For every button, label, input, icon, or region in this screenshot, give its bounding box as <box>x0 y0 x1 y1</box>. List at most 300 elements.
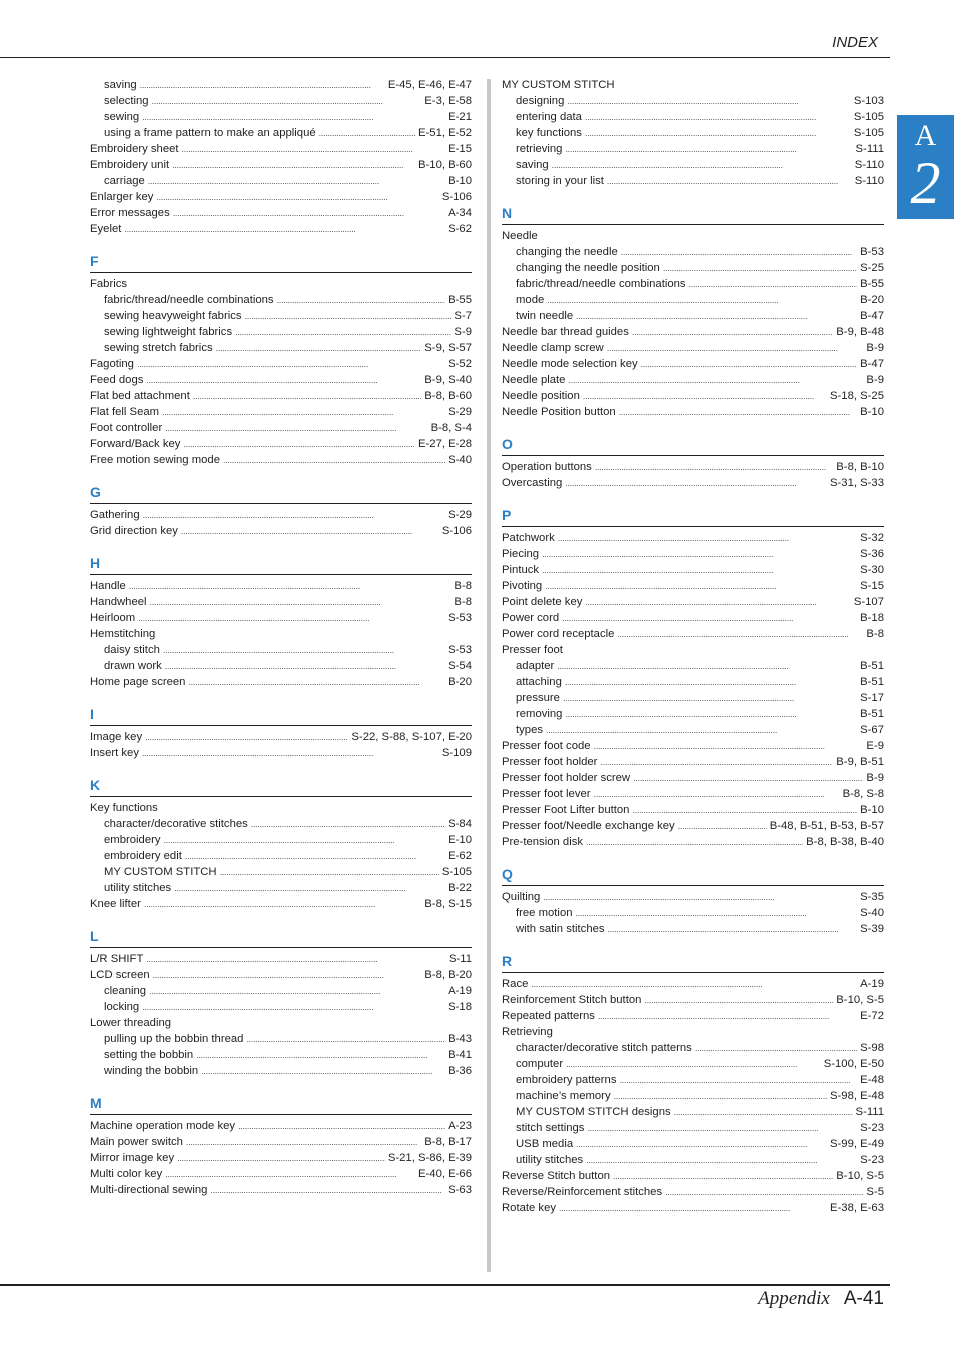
index-page-refs: B-10, S-5 <box>836 1170 884 1182</box>
index-page-refs: B-47 <box>860 358 884 370</box>
index-section-heading: O <box>502 434 884 456</box>
dot-leader <box>547 292 857 308</box>
index-page-refs: B-9 <box>866 342 884 354</box>
index-entry <box>90 507 472 523</box>
index-term: Needle bar thread guides <box>502 326 629 338</box>
index-subentry <box>90 93 472 109</box>
index-page-refs: E-72 <box>860 1010 884 1022</box>
index-term: embroidery <box>104 834 161 846</box>
dot-leader <box>152 93 422 109</box>
index-page-refs: S-109 <box>441 747 472 759</box>
index-page-refs: S-105 <box>853 127 884 139</box>
index-page-refs: B-9 <box>866 772 884 784</box>
dot-leader <box>562 610 857 626</box>
index-section-heading: Q <box>502 864 884 886</box>
index-term: adapter <box>516 660 555 672</box>
index-term: mode <box>516 294 545 306</box>
index-subentry <box>90 1031 472 1047</box>
index-entry <box>90 157 472 173</box>
index-page-refs: B-48, B-51, B-53, B-57 <box>769 820 884 832</box>
index-subentry <box>502 722 884 738</box>
index-entry <box>502 1200 884 1216</box>
index-subentry <box>502 1088 884 1104</box>
index-entry <box>502 594 884 610</box>
index-entry <box>90 388 472 404</box>
index-entry <box>502 562 884 578</box>
index-section-heading: R <box>502 951 884 973</box>
index-page-refs: S-23 <box>860 1122 884 1134</box>
dot-leader <box>586 834 803 850</box>
dot-leader <box>594 738 864 754</box>
index-term: with satin stitches <box>516 923 605 935</box>
dot-leader <box>621 244 857 260</box>
index-page-refs: A-19 <box>860 978 884 990</box>
dot-leader <box>545 578 857 594</box>
index-subentry <box>502 1120 884 1136</box>
index-page-refs: B-10, S-5 <box>836 994 884 1006</box>
index-page-refs: S-111 <box>855 143 884 155</box>
dot-leader <box>558 530 857 546</box>
index-term: fabric/thread/needle combinations <box>516 278 686 290</box>
dot-leader <box>546 722 857 738</box>
index-subentry <box>502 921 884 937</box>
index-subentry <box>502 292 884 308</box>
index-term: Hemstitching <box>90 628 156 640</box>
dot-leader <box>245 308 452 324</box>
dot-leader <box>143 507 446 523</box>
index-term: drawn work <box>104 660 162 672</box>
index-entry <box>90 1150 472 1166</box>
index-term: Image key <box>90 731 143 743</box>
index-term: Fabrics <box>90 278 128 290</box>
index-entry <box>90 1015 472 1031</box>
index-page-refs: S-84 <box>448 818 472 830</box>
index-term: Presser foot holder screw <box>502 772 631 784</box>
dot-leader <box>165 1166 415 1182</box>
index-term: Grid direction key <box>90 525 178 537</box>
index-page-refs: E-40, E-66 <box>417 1168 472 1180</box>
index-entry <box>90 276 472 292</box>
index-subentry <box>90 848 472 864</box>
dot-leader <box>138 610 445 626</box>
page-footer <box>758 1288 884 1310</box>
index-term: Presser foot/Needle exchange key <box>502 820 675 832</box>
dot-leader <box>210 1182 445 1198</box>
header-rule <box>0 57 890 58</box>
dot-leader <box>145 729 348 745</box>
index-term: Presser foot lever <box>502 788 591 800</box>
index-page-refs: S-32 <box>860 532 884 544</box>
index-page-refs: S-98, E-48 <box>829 1090 884 1102</box>
index-term: Multi-directional sewing <box>90 1184 208 1196</box>
index-entry <box>90 800 472 816</box>
index-entry <box>502 530 884 546</box>
dot-leader <box>177 1150 385 1166</box>
index-page-refs: B-36 <box>448 1065 472 1077</box>
index-subentry <box>90 1063 472 1079</box>
index-entry <box>502 77 884 93</box>
index-page-refs: S-107 <box>853 596 884 608</box>
index-entry <box>502 356 884 372</box>
index-page-refs: S-17 <box>860 692 884 704</box>
index-term: pulling up the bobbin thread <box>104 1033 244 1045</box>
dot-leader <box>565 141 852 157</box>
dot-leader <box>220 864 439 880</box>
index-page-refs: A-23 <box>448 1120 472 1132</box>
index-page-refs: S-30 <box>860 564 884 576</box>
dot-leader <box>531 976 857 992</box>
index-subentry <box>90 642 472 658</box>
dot-leader <box>150 594 452 610</box>
index-term: Presser foot <box>502 644 563 656</box>
index-entry <box>90 356 472 372</box>
index-term: Eyelet <box>90 223 122 235</box>
index-term: Needle plate <box>502 374 566 386</box>
dot-leader <box>173 205 445 221</box>
index-entry <box>90 205 472 221</box>
index-subentry <box>502 1152 884 1168</box>
index-subentry <box>90 880 472 896</box>
index-entry <box>90 1182 472 1198</box>
index-page-refs: B-8, S-8 <box>842 788 884 800</box>
index-term: Presser foot holder <box>502 756 598 768</box>
chapter-tab-letter: A <box>914 119 937 152</box>
dot-leader <box>277 292 446 308</box>
index-page-refs: B-8, B-38, B-40 <box>806 836 884 848</box>
index-page-refs: B-10 <box>448 175 472 187</box>
index-term: utility stitches <box>516 1154 584 1166</box>
index-entry <box>90 452 472 468</box>
index-entry <box>90 896 472 912</box>
index-term: USB media <box>516 1138 574 1150</box>
index-page-refs: S-54 <box>448 660 472 672</box>
dot-leader <box>146 372 421 388</box>
dot-leader <box>142 745 439 761</box>
index-entry <box>90 523 472 539</box>
dot-leader <box>614 1088 827 1104</box>
index-term: Embroidery sheet <box>90 143 179 155</box>
dot-leader <box>565 674 857 690</box>
index-term: Race <box>502 978 529 990</box>
index-entry <box>90 610 472 626</box>
index-page-refs: S-110 <box>854 175 884 187</box>
dot-leader <box>619 404 857 420</box>
index-entry <box>90 372 472 388</box>
index-page-refs: B-51 <box>860 708 884 720</box>
index-page-refs: B-9, B-48 <box>836 326 884 338</box>
dot-leader <box>140 77 385 93</box>
dot-leader <box>568 372 863 388</box>
index-page-refs: B-20 <box>448 676 472 688</box>
index-term: Needle <box>502 230 538 242</box>
index-page-refs: B-8 <box>454 580 472 592</box>
dot-leader <box>563 690 857 706</box>
dot-leader <box>543 889 857 905</box>
column-divider <box>487 79 491 1272</box>
dot-leader <box>557 658 857 674</box>
index-subentry <box>502 260 884 276</box>
index-entry <box>90 404 472 420</box>
index-term: stitch settings <box>516 1122 585 1134</box>
dot-leader <box>165 420 427 436</box>
index-page-refs: S-98 <box>860 1042 884 1054</box>
index-term: Piecing <box>502 548 540 560</box>
index-subentry <box>502 93 884 109</box>
index-entry <box>502 642 884 658</box>
index-term: saving <box>104 79 137 91</box>
index-page-refs: S-111 <box>855 1106 884 1118</box>
index-subentry <box>90 173 472 189</box>
index-page-refs: S-40 <box>448 454 472 466</box>
index-term: Flat bed attachment <box>90 390 190 402</box>
dot-leader <box>632 802 857 818</box>
index-term: Reverse Stitch button <box>502 1170 611 1182</box>
index-page-refs: S-40 <box>860 907 884 919</box>
index-term: Lower threading <box>90 1017 172 1029</box>
index-term: locking <box>104 1001 140 1013</box>
dot-leader <box>129 578 452 594</box>
index-page-refs: B-53 <box>860 246 884 258</box>
dot-leader <box>552 157 852 173</box>
index-section-heading: M <box>90 1093 472 1115</box>
index-subentry <box>502 905 884 921</box>
index-term: retrieving <box>516 143 563 155</box>
index-term: Operation buttons <box>502 461 592 473</box>
index-page-refs: S-22, S-88, S-107, E-20 <box>351 731 472 743</box>
index-subentry <box>502 173 884 189</box>
index-term: using a frame pattern to make an appliqué <box>104 127 316 139</box>
index-term: Overcasting <box>502 477 563 489</box>
index-entry <box>502 738 884 754</box>
index-term: computer <box>516 1058 564 1070</box>
index-term: sewing stretch fabrics <box>104 342 213 354</box>
dot-leader <box>172 157 415 173</box>
index-subentry <box>502 157 884 173</box>
index-entry <box>90 420 472 436</box>
index-term: sewing <box>104 111 140 123</box>
index-entry <box>502 1184 884 1200</box>
index-page-refs: S-62 <box>448 223 472 235</box>
index-term: Heirloom <box>90 612 136 624</box>
dot-leader <box>164 832 446 848</box>
dot-leader <box>587 1120 857 1136</box>
index-subentry <box>90 324 472 340</box>
dot-leader <box>594 786 840 802</box>
index-page-refs: B-8, B-17 <box>424 1136 472 1148</box>
index-term: Reinforcement Stitch button <box>502 994 642 1006</box>
index-term: pressure <box>516 692 560 704</box>
dot-leader <box>124 221 445 237</box>
index-entry <box>90 141 472 157</box>
index-term: entering data <box>516 111 582 123</box>
dot-leader <box>644 992 833 1008</box>
index-page-refs: S-103 <box>853 95 884 107</box>
index-term: Enlarger key <box>90 191 154 203</box>
index-page-refs: B-55 <box>860 278 884 290</box>
dot-leader <box>146 951 446 967</box>
index-term: Pre-tension disk <box>502 836 583 848</box>
index-term: Patchwork <box>502 532 555 544</box>
index-page-refs: S-36 <box>860 548 884 560</box>
index-section-heading: N <box>502 203 884 225</box>
index-entry <box>502 578 884 594</box>
dot-leader <box>608 921 858 937</box>
index-subentry <box>90 832 472 848</box>
index-term: free motion <box>516 907 573 919</box>
index-page-refs: S-106 <box>441 191 472 203</box>
index-term: Quilting <box>502 891 541 903</box>
dot-leader <box>565 475 827 491</box>
index-term: Repeated patterns <box>502 1010 595 1022</box>
index-entry <box>502 992 884 1008</box>
index-term: fabric/thread/needle combinations <box>104 294 274 306</box>
index-entry <box>502 340 884 356</box>
index-page-refs: B-10 <box>860 804 884 816</box>
index-page-refs: S-25 <box>860 262 884 274</box>
index-term: types <box>516 724 544 736</box>
index-term: daisy stitch <box>104 644 160 656</box>
index-page-refs: S-105 <box>441 866 472 878</box>
index-entry <box>90 1166 472 1182</box>
index-column-left <box>90 77 472 1198</box>
index-subentry <box>502 1136 884 1152</box>
index-page-refs: B-51 <box>860 676 884 688</box>
dot-leader <box>165 658 445 674</box>
dot-leader <box>633 770 863 786</box>
dot-leader <box>542 562 857 578</box>
index-page-refs: S-5 <box>866 1186 884 1198</box>
index-subentry <box>502 244 884 260</box>
index-page-refs: S-63 <box>448 1184 472 1196</box>
dot-leader <box>216 340 422 356</box>
index-term: Flat fell Seam <box>90 406 160 418</box>
index-page-refs: E-62 <box>448 850 472 862</box>
index-section-heading: P <box>502 505 884 527</box>
index-term: Presser Foot Lifter button <box>502 804 630 816</box>
index-term: Retrieving <box>502 1026 553 1038</box>
index-section-heading: I <box>90 704 472 726</box>
index-page-refs: B-8, B-10 <box>836 461 884 473</box>
index-term: MY CUSTOM STITCH <box>502 79 615 91</box>
index-page-refs: S-106 <box>441 525 472 537</box>
index-page-refs: B-8, B-20 <box>424 969 472 981</box>
dot-leader <box>632 324 833 340</box>
index-subentry <box>502 1072 884 1088</box>
index-term: Error messages <box>90 207 170 219</box>
index-term: selecting <box>104 95 149 107</box>
index-subentry <box>502 1104 884 1120</box>
index-page-refs: S-9, S-57 <box>424 342 472 354</box>
index-entry <box>502 889 884 905</box>
dot-leader <box>181 523 439 539</box>
dot-leader <box>663 260 857 276</box>
index-page-refs: S-100, E-50 <box>823 1058 884 1070</box>
index-term: Reverse/Reinforcement stitches <box>502 1186 663 1198</box>
index-term: character/decorative stitch patterns <box>516 1042 692 1054</box>
dot-leader <box>695 1040 857 1056</box>
footer-rule <box>0 1284 890 1286</box>
index-page-refs: S-29 <box>448 509 472 521</box>
index-subentry <box>90 292 472 308</box>
index-entry <box>502 372 884 388</box>
index-subentry <box>90 816 472 832</box>
index-page-refs: E-9 <box>866 740 884 752</box>
index-section-heading: K <box>90 775 472 797</box>
index-term: twin needle <box>516 310 574 322</box>
index-term: carriage <box>104 175 145 187</box>
index-entry <box>90 594 472 610</box>
index-entry <box>502 786 884 802</box>
dot-leader <box>142 999 445 1015</box>
index-subentry <box>90 308 472 324</box>
index-entry <box>502 388 884 404</box>
index-page-refs: E-38, E-63 <box>829 1202 884 1214</box>
index-page-refs: B-10, B-60 <box>417 159 472 171</box>
index-subentry <box>502 276 884 292</box>
dot-leader <box>607 173 852 189</box>
index-page-refs: A-19 <box>448 985 472 997</box>
index-entry <box>502 610 884 626</box>
chapter-tab-number: 2 <box>910 150 941 216</box>
index-subentry <box>502 658 884 674</box>
dot-leader <box>238 1118 445 1134</box>
index-entry <box>502 1168 884 1184</box>
index-term: Free motion sewing mode <box>90 454 220 466</box>
dot-leader <box>153 967 422 983</box>
dot-leader <box>619 1072 857 1088</box>
index-term: LCD screen <box>90 969 150 981</box>
index-term: Needle position <box>502 390 580 402</box>
index-entry <box>90 729 472 745</box>
index-entry <box>502 1024 884 1040</box>
index-entry <box>502 976 884 992</box>
dot-leader <box>144 896 421 912</box>
index-subentry <box>502 141 884 157</box>
index-term: Handwheel <box>90 596 147 608</box>
index-term: Handle <box>90 580 126 592</box>
index-term: Needle mode selection key <box>502 358 638 370</box>
dot-leader <box>542 546 857 562</box>
index-section-heading: F <box>90 251 472 273</box>
index-page-refs: S-9 <box>454 326 472 338</box>
index-entry <box>90 578 472 594</box>
dot-leader <box>641 356 857 372</box>
index-page-refs: S-11 <box>448 953 472 965</box>
index-page-refs: S-29 <box>448 406 472 418</box>
index-page-refs: S-21, S-86, E-39 <box>387 1152 472 1164</box>
index-entry <box>502 404 884 420</box>
index-section-heading: L <box>90 926 472 948</box>
index-term: Power cord receptacle <box>502 628 615 640</box>
index-page-refs: E-10 <box>448 834 472 846</box>
index-entry <box>502 626 884 642</box>
index-term: Pintuck <box>502 564 540 576</box>
index-term: Point delete key <box>502 596 583 608</box>
index-term: Feed dogs <box>90 374 144 386</box>
index-page-refs: B-18 <box>860 612 884 624</box>
index-entry <box>502 834 884 850</box>
index-entry <box>90 1134 472 1150</box>
index-subentry <box>90 864 472 880</box>
index-page-refs: E-21 <box>448 111 472 123</box>
index-entry <box>502 475 884 491</box>
index-subentry <box>502 690 884 706</box>
index-term: Forward/Back key <box>90 438 181 450</box>
dot-leader <box>185 848 445 864</box>
index-term: Multi color key <box>90 1168 163 1180</box>
index-term: Machine operation mode key <box>90 1120 236 1132</box>
index-term: MY CUSTOM STITCH <box>104 866 217 878</box>
